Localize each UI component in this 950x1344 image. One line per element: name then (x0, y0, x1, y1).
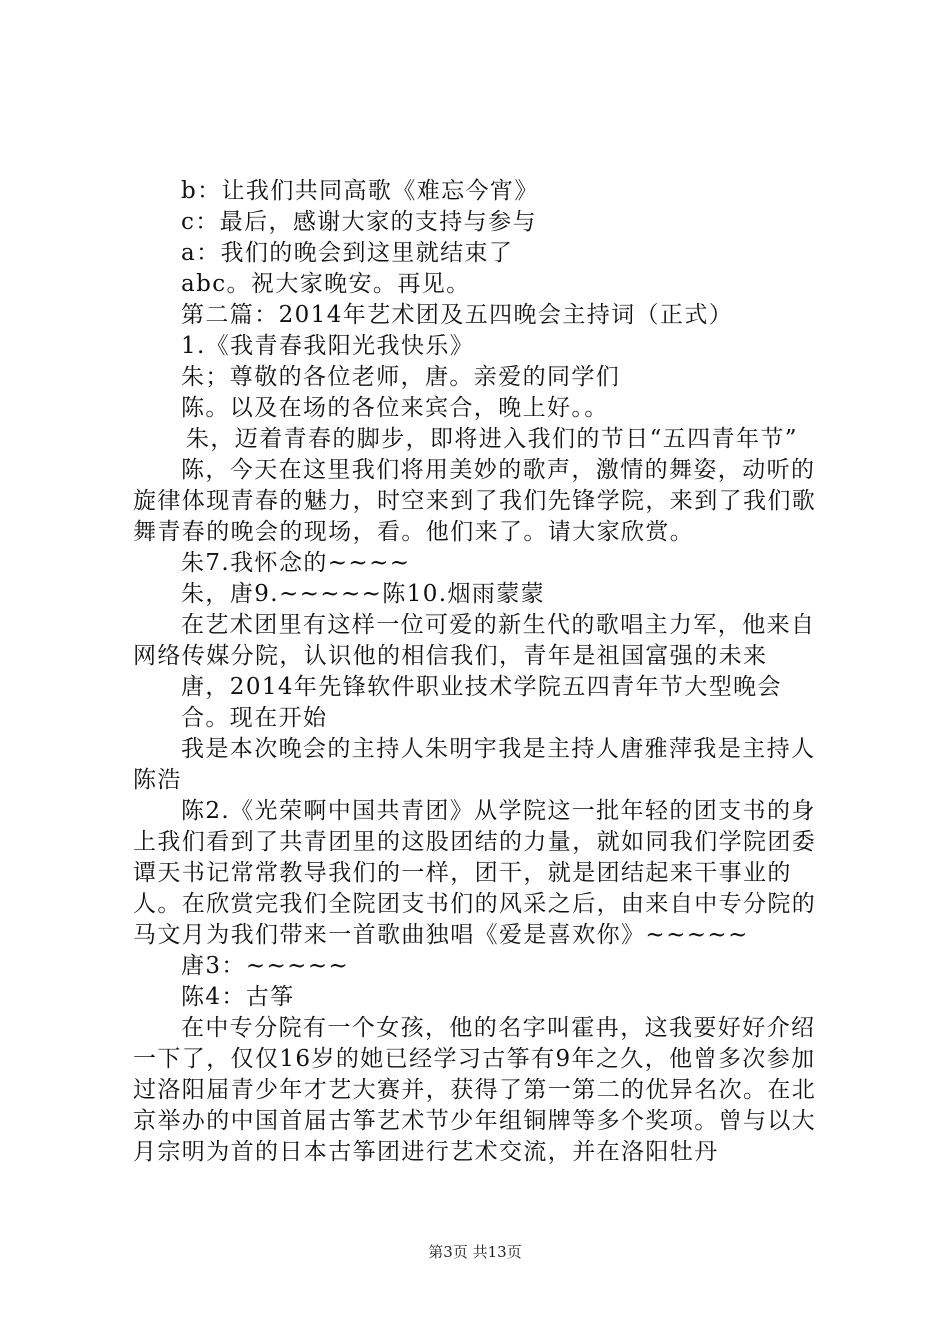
paragraph: 唐，2014年先锋软件职业技术学院五四青年节大型晚会 (181, 674, 782, 700)
paragraph: 朱；尊敬的各位老师，唐。亲爱的同学们 (181, 364, 621, 390)
paragraph: 陈4：古筝 (181, 984, 295, 1010)
page-footer: 第3页 共13页 (428, 1243, 522, 1261)
paragraph: 1.《我青春我阳光我快乐》 (181, 333, 475, 359)
paragraph: 我是本次晚会的主持人朱明宇我是主持人唐雅萍我是主持人陈浩 (133, 736, 816, 793)
paragraph: b：让我们共同高歌《难忘今宵》 (181, 178, 539, 204)
paragraph: 朱7.我怀念的~~~~ (181, 550, 411, 576)
paragraph: a：我们的晚会到这里就结束了 (181, 240, 514, 266)
paragraph: c：最后，感谢大家的支持与参与 (181, 209, 537, 235)
paragraph: 朱，迈着青春的脚步，即将进入我们的节日“五四青年节” (186, 426, 798, 452)
paragraph: 在艺术团里有这样一位可爱的新生代的歌唱主力军，他来自网络传媒分院，认识他的相信我们，青年是祖国富强的未来 (133, 612, 816, 669)
paragraph: 合。现在开始 (181, 705, 328, 731)
paragraph: 陈。以及在场的各位来宾合，晚上好。。 (181, 395, 609, 421)
document-body (133, 176, 833, 1168)
paragraph: 陈2.《光荣啊中国共青团》从学院这一批年轻的团支书的身上我们看到了共青团里的这股团结的力量，就如同我们学院团委谭天书记常常教导我们的一样，团干，就是团结起来干事业的人。在欣赏完我们全院团支书们的风采之后，由来自中专分院的马文月为我们带来一首歌曲独唱《爱是喜欢你》~~~~~ (133, 798, 817, 948)
paragraph: 第二篇：2014年艺术团及五四晚会主持词（正式） (181, 302, 734, 328)
paragraph: 陈，今天在这里我们将用美妙的歌声，激情的舞姿，动听的旋律体现青春的魅力，时空来到了我们先锋学院，来到了我们歌舞青春的晚会的现场，看。他们来了。请大家欣赏。 (133, 457, 817, 545)
paragraph: 唐3：~~~~~ (181, 953, 350, 979)
paragraph: abc。祝大家晚安。再见。 (181, 271, 471, 297)
paragraph: 朱，唐9.~~~~~陈10.烟雨蒙蒙 (181, 581, 546, 607)
paragraph: 在中专分院有一个女孩，他的名字叫霍冉，这我要好好介绍一下了，仅仅16岁的她已经学习古筝有9年之久，他曾多次参加过洛阳届青少年才艺大赛并，获得了第一第二的优异名次。在北京举办的中国首届古筝艺术节少年组铜牌等多个奖项。曾与以大月宗明为首的日本古筝团进行艺术交流，并在洛阳牡丹 (133, 1015, 817, 1165)
